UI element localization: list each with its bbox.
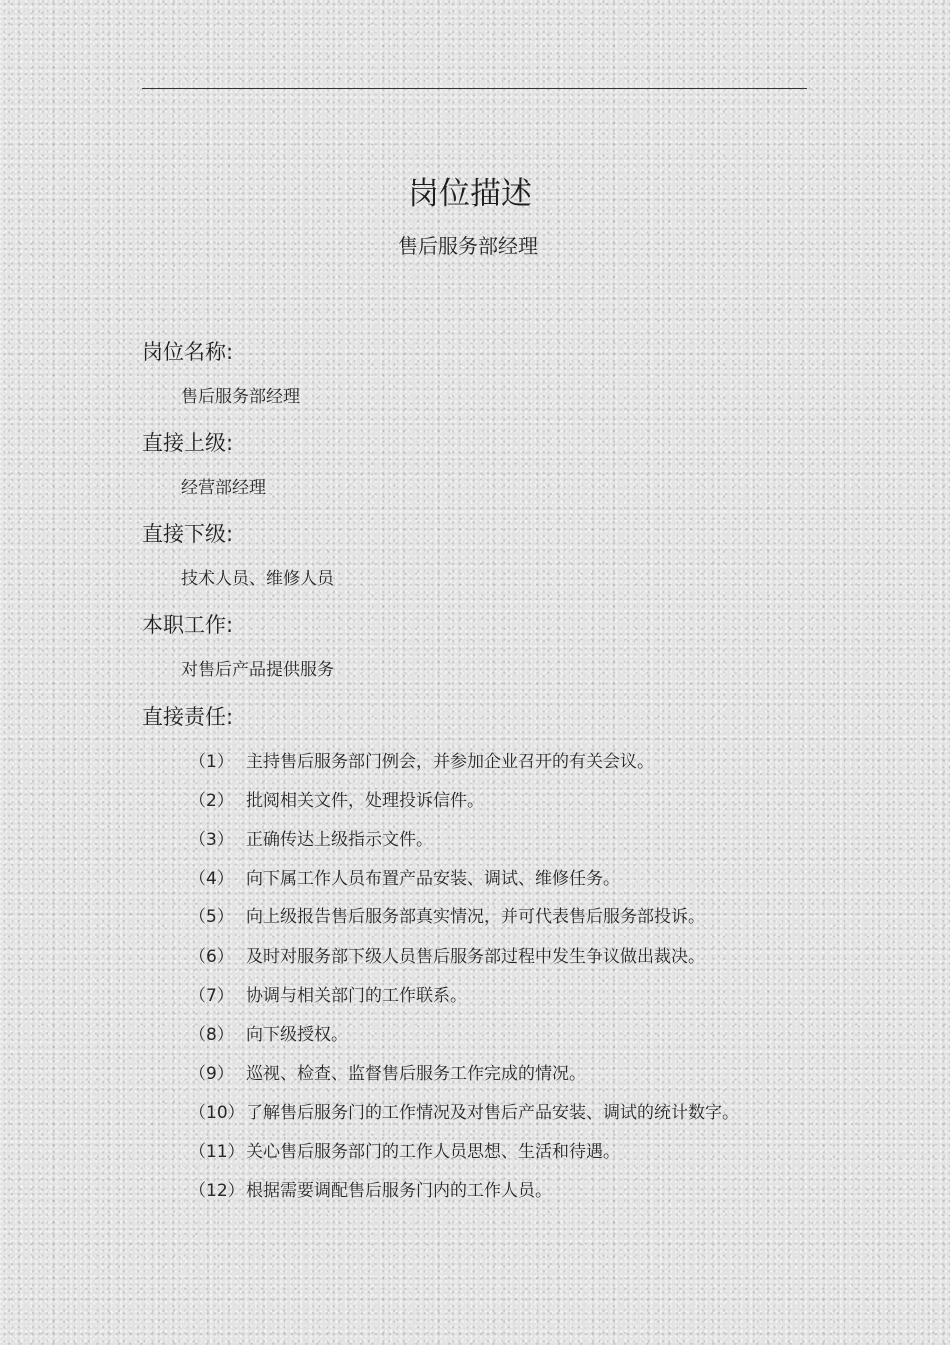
responsibility-number: （5） (189, 907, 234, 927)
responsibility-text: 向下属工作人员布置产品安装、调试、维修任务。 (246, 869, 620, 889)
responsibility-number: （1） (189, 752, 234, 772)
direct-subordinates-heading: 直接下级: (142, 522, 234, 546)
responsibility-text: 巡视、检查、监督售后服务工作完成的情况。 (246, 1064, 586, 1084)
direct-subordinates-value: 技术人员、维修人员 (181, 569, 334, 589)
responsibility-number: （4） (189, 869, 234, 889)
responsibility-text: 向上级报告售后服务部真实情况，并可代表售后服务部投诉。 (246, 907, 705, 927)
responsibility-number: （9） (189, 1064, 234, 1084)
responsibility-item-6 (189, 945, 705, 969)
responsibility-text: 关心售后服务部门的工作人员思想、生活和待遇。 (246, 1142, 620, 1162)
position-name-heading: 岗位名称: (142, 340, 234, 364)
responsibility-number: （2） (189, 791, 234, 811)
position-name-value: 售后服务部经理 (181, 387, 300, 407)
responsibility-text: 了解售后服务门的工作情况及对售后产品安装、调试的统计数字。 (246, 1103, 739, 1123)
responsibility-item-8 (189, 1023, 348, 1047)
responsibility-number: （11） (189, 1142, 245, 1162)
direct-superior-heading: 直接上级: (142, 431, 234, 455)
responsibility-item-10 (189, 1101, 739, 1125)
responsibility-item-12 (189, 1179, 552, 1203)
responsibility-item-4 (189, 867, 620, 891)
responsibility-item-3 (189, 828, 433, 852)
responsibility-item-1 (189, 750, 654, 774)
document-title: 岗位描述 (408, 176, 532, 212)
main-work-heading: 本职工作: (142, 613, 234, 637)
responsibility-text: 及时对服务部下级人员售后服务部过程中发生争议做出裁决。 (246, 947, 705, 967)
document-subtitle: 售后服务部经理 (398, 234, 538, 258)
responsibility-text: 主持售后服务部门例会，并参加企业召开的有关会议。 (246, 752, 654, 772)
responsibility-number: （3） (189, 830, 234, 850)
responsibility-text: 批阅相关文件，处理投诉信件。 (246, 791, 484, 811)
responsibility-text: 根据需要调配售后服务门内的工作人员。 (246, 1181, 552, 1201)
responsibility-text: 协调与相关部门的工作联系。 (246, 986, 467, 1006)
responsibility-number: （7） (189, 986, 234, 1006)
responsibility-item-9 (189, 1062, 586, 1086)
direct-superior-value: 经营部经理 (181, 478, 266, 498)
main-work-value: 对售后产品提供服务 (181, 660, 334, 680)
header-rule (142, 88, 807, 89)
responsibility-number: （10） (189, 1103, 245, 1123)
responsibility-item-7 (189, 984, 467, 1008)
responsibility-number: （8） (189, 1025, 234, 1045)
responsibilities-heading: 直接责任: (142, 705, 234, 729)
responsibility-item-2 (189, 789, 484, 813)
responsibility-text: 向下级授权。 (246, 1025, 348, 1045)
responsibility-number: （6） (189, 947, 234, 967)
responsibility-text: 正确传达上级指示文件。 (246, 830, 433, 850)
responsibility-item-5 (189, 905, 705, 929)
responsibility-number: （12） (189, 1181, 245, 1201)
responsibility-item-11 (189, 1140, 620, 1164)
